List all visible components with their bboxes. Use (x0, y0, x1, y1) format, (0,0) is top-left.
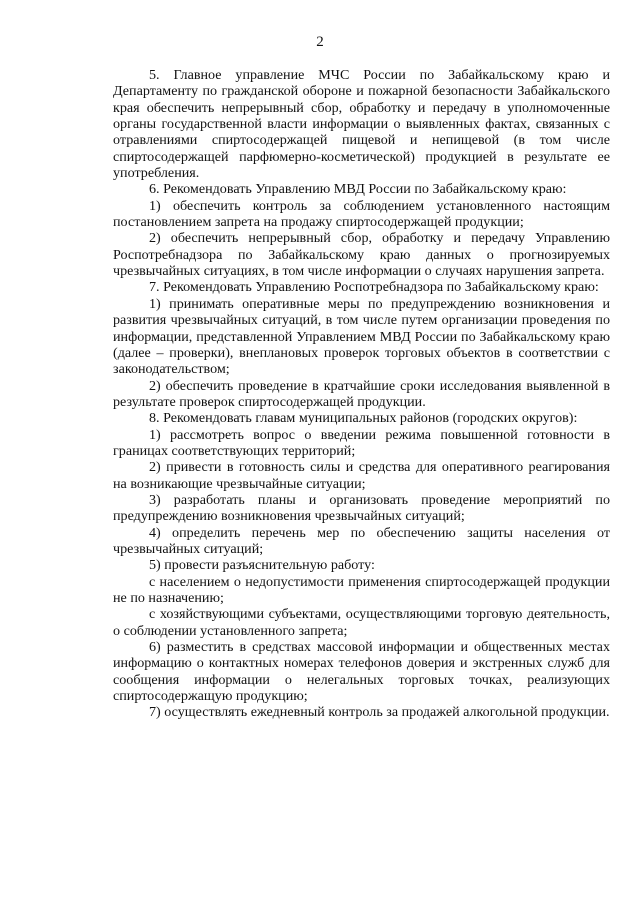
paragraph-8-item-3: 3) разработать планы и организовать проведение мероприятий по предупреждению возникновения чрезвычайных ситуаций; (113, 491, 610, 525)
paragraph-8-item-4: 4) определить перечень мер по обеспечению защиты населения от чрезвычайных ситуаций; (113, 524, 610, 557)
paragraph-8-item-1: 1) рассмотреть вопрос о введении режима повышенной готовности в границах соответствующих территорий; (113, 426, 610, 459)
paragraph-8-item-6: 6) разместить в средствах массовой информации и общественных местах информацию о контактных номерах телефонов доверия и экстренных служб для сообщения информации о нелегальных торговых точках, реализующих спиртосодержащую продукцию; (113, 639, 610, 705)
paragraph-8-item-5-population: с населением о недопустимости применения спиртосодержащей продукции не по назначению; (113, 573, 610, 606)
paragraph-8-item-5: 5) провести разъяснительную работу: (149, 557, 375, 574)
paragraph-6-interior-ministry: 6. Рекомендовать Управлению МВД России по Забайкальскому краю: (149, 181, 567, 198)
paragraph-8-municipal-heads: 8. Рекомендовать главам муниципальных районов (городских округов): (149, 410, 578, 427)
document-body (113, 67, 610, 721)
paragraph-8-item-2: 2) привести в готовность силы и средства для оперативного реагирования на возникающие чрезвычайные ситуации; (113, 459, 610, 492)
page-number: 2 (316, 34, 324, 50)
paragraph-6-item-1: 1) обеспечить контроль за соблюдением установленного настоящим постановлением запрета на продажу спиртосодержащей продукции; (113, 197, 610, 231)
paragraph-8-item-7: 7) осуществлять ежедневный контроль за продажей алкогольной продукции. (149, 704, 610, 721)
paragraph-6-item-2: 2) обеспечить непрерывный сбор, обработку и передачу Управлению Роспотребнадзора по Забайкальскому краю данных о прогнозируемых чрезвычайных ситуациях, в том числе информации о случаях нарушения запрета. (113, 230, 610, 280)
paragraph-7-rospotrebnadzor: 7. Рекомендовать Управлению Роспотребнадзора по Забайкальскому краю: (149, 279, 599, 296)
paragraph-8-item-5-businesses: с хозяйствующими субъектами, осуществляющими торговую деятельность, о соблюдении установленного запрета; (113, 606, 610, 639)
paragraph-7-item-1: 1) принимать оперативные меры по предупреждению возникновения и развития чрезвычайных ситуаций, в том числе путем организации проведения по информации, представленной Управлением МВД России по Забайкальскому краю (далее – проверки), внеплановых проверок торговых объектов в соответствии с законодательством; (113, 295, 610, 378)
paragraph-5-emergency-ministry: 5. Главное управление МЧС России по Забайкальскому краю и Департаменту по гражданской обороне и пожарной безопасности Забайкальского края обеспечить непрерывный сбор, обработку и передачу в уполномоченные органы государственной власти информации о выявленных фактах, связанных с отравлениями спиртосодержащей пищевой и непищевой (в том числе спиртосодержащей парфюмерно-косметической) продукцией в результате ее употребления. (113, 67, 610, 182)
paragraph-7-item-2: 2) обеспечить проведение в кратчайшие сроки исследования выявленной в результате проверок спиртосодержащей продукции. (113, 377, 610, 410)
